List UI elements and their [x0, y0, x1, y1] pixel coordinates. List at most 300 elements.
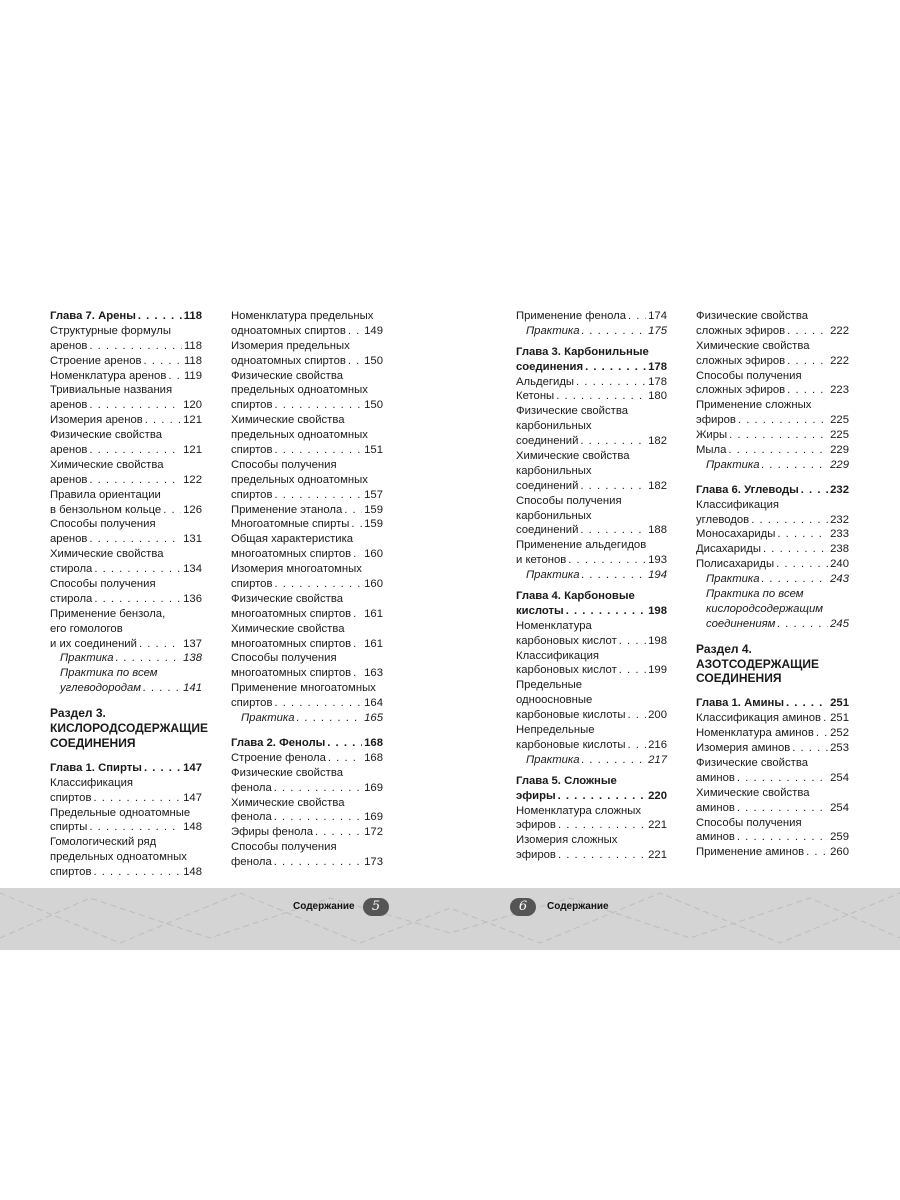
toc-entry: [696, 801, 849, 816]
toc-entry: [231, 592, 383, 607]
toc-leader-dots: [558, 789, 647, 804]
toc-page-number: 136: [183, 592, 202, 605]
toc-leader-dots: [816, 726, 828, 741]
toc-page-number: 160: [364, 548, 383, 561]
toc-leader-dots: [143, 681, 181, 696]
toc-entry-title: его гомологов: [50, 622, 123, 635]
toc-entry-title: многоатомных спиртов: [231, 548, 352, 561]
toc-entry: [516, 389, 667, 404]
toc-entry: [516, 464, 667, 479]
toc-entry-title: Способы получения: [50, 518, 156, 531]
toc-entry-title: Правила ориентации: [50, 488, 161, 501]
toc-leader-dots: [274, 855, 362, 870]
toc-entry: [516, 818, 667, 833]
toc-page-number: 238: [830, 543, 849, 556]
toc-leader-dots: [145, 413, 181, 428]
toc-page-number: 168: [364, 751, 383, 764]
toc-entry: [50, 820, 202, 835]
toc-entry-title: Практика: [526, 753, 580, 766]
toc-chapter-entry: [516, 789, 667, 804]
toc-entry: [516, 449, 667, 464]
toc-page-number: 216: [648, 738, 667, 751]
toc-page-number: 232: [830, 483, 849, 496]
toc-entry: [231, 443, 383, 458]
toc-page-number: 182: [648, 479, 667, 492]
toc-entry: [516, 619, 667, 634]
toc-entry: [696, 741, 849, 756]
toc-entry: [50, 532, 202, 547]
toc-page-number: 126: [183, 503, 202, 516]
toc-entry: [516, 663, 667, 678]
toc-entry-title: Структурные формулы: [50, 324, 171, 337]
toc-entry: [231, 622, 383, 637]
toc-leader-dots: [274, 398, 362, 413]
toc-entry-title: Применение этанола: [231, 503, 343, 516]
toc-leader-dots: [762, 458, 829, 473]
toc-entry-title: карбоновые кислоты: [516, 709, 626, 722]
toc-entry: [696, 324, 849, 339]
toc-page-number: 172: [364, 826, 383, 839]
toc-entry: [50, 681, 202, 696]
toc-entry-title: Раздел 4.: [696, 641, 752, 656]
toc-page-number: 243: [830, 573, 849, 586]
toc-page-number: 141: [183, 682, 202, 695]
toc-entry-title: Химические свойства: [50, 458, 164, 471]
toc-leader-dots: [806, 845, 828, 860]
toc-entry-title: многоатомных спиртов: [231, 667, 352, 680]
toc-entry-title: эфиров: [516, 849, 556, 862]
toc-leader-dots: [274, 781, 362, 796]
toc-leader-dots: [786, 696, 828, 711]
toc-page-number: 150: [364, 354, 383, 367]
toc-entry-title: Химические свойства: [231, 622, 345, 635]
toc-entry: [50, 666, 202, 681]
toc-chapter-entry: [516, 360, 667, 375]
toc-page-number: 121: [183, 414, 202, 427]
toc-entry-title: фенола: [231, 781, 272, 794]
toc-entry: [231, 503, 383, 518]
toc-page-number: 165: [364, 712, 383, 725]
toc-entry: [231, 517, 383, 532]
toc-entry: [50, 413, 202, 428]
toc-entry-title: Глава 6. Углеводы: [696, 483, 799, 496]
toc-leader-dots: [738, 413, 828, 428]
toc-page-number: 134: [183, 563, 202, 576]
toc-leader-dots: [619, 634, 646, 649]
toc-entry-title: аренов: [50, 473, 88, 486]
toc-section-heading: [696, 642, 849, 657]
toc-entry: [50, 324, 202, 339]
toc-entry-title: Химические свойства: [696, 786, 810, 799]
toc-entry: [50, 398, 202, 413]
toc-entry-title: Способы получения: [231, 652, 337, 665]
toc-entry-title: Изомерия аренов: [50, 414, 143, 427]
toc-entry: [231, 398, 383, 413]
toc-page-number: 221: [648, 849, 667, 862]
toc-leader-dots: [776, 557, 828, 572]
toc-leader-dots: [274, 577, 362, 592]
toc-page-number: 188: [648, 524, 667, 537]
toc-leader-dots: [89, 532, 181, 547]
toc-leader-dots: [116, 651, 182, 666]
toc-entry: [516, 848, 667, 863]
toc-entry-title: Способы получения: [696, 816, 802, 829]
toc-entry-title: спиртов: [50, 791, 92, 804]
toc-entry: [231, 840, 383, 855]
toc-entry-title: Практика: [60, 652, 114, 665]
toc-page-number: 159: [364, 518, 383, 531]
toc-entry-title: Гомологический ряд: [50, 836, 157, 849]
toc-entry: [50, 547, 202, 562]
toc-column-2: [231, 309, 383, 870]
toc-entry-title: предельных одноатомных: [231, 429, 368, 442]
toc-leader-dots: [576, 375, 646, 390]
toc-page-number: 252: [830, 727, 849, 740]
toc-entry: [516, 723, 667, 738]
toc-page-number: 198: [648, 604, 667, 617]
toc-entry: [231, 577, 383, 592]
toc-leader-dots: [94, 562, 181, 577]
toc-entry-title: Практика: [706, 573, 760, 586]
toc-entry: [231, 488, 383, 503]
toc-entry-title: Практика: [706, 458, 760, 471]
toc-entry: [696, 617, 849, 632]
toc-entry-title: аминов: [696, 771, 735, 784]
toc-leader-dots: [737, 830, 828, 845]
toc-chapter-entry: [516, 589, 667, 604]
toc-entry: [696, 527, 849, 542]
toc-leader-dots: [297, 711, 363, 726]
toc-leader-dots: [348, 324, 362, 339]
toc-entry: [231, 651, 383, 666]
toc-leader-dots: [315, 825, 362, 840]
toc-entry-title: Общая характеристика: [231, 533, 354, 546]
toc-leader-dots: [582, 568, 647, 583]
toc-entry-title: аренов: [50, 444, 88, 457]
toc-page-number: 159: [364, 503, 383, 516]
toc-section-heading: [696, 657, 849, 672]
toc-entry-title: аренов: [50, 399, 88, 412]
toc-entry: [696, 513, 849, 528]
toc-page-number: 240: [830, 558, 849, 571]
toc-page-number: 138: [183, 652, 202, 665]
toc-entry-title: Химические свойства: [696, 339, 810, 352]
toc-chapter-entry: [231, 736, 383, 751]
toc-entry-title: Номенклатура сложных: [516, 804, 642, 817]
toc-entry-title: Глава 5. Сложные: [516, 774, 617, 787]
toc-entry-title: Жиры: [696, 429, 728, 442]
toc-leader-dots: [737, 801, 828, 816]
toc-entry-title: кислородсодержащим: [706, 602, 824, 615]
toc-entry-title: спиртов: [231, 444, 273, 457]
toc-page-number: 193: [648, 554, 667, 567]
toc-entry-title: сложных эфиров: [696, 324, 786, 337]
toc-leader-dots: [568, 553, 646, 568]
toc-entry: [696, 413, 849, 428]
toc-leader-dots: [353, 666, 362, 681]
toc-page-number: 200: [648, 709, 667, 722]
toc-entry: [50, 776, 202, 791]
toc-leader-dots: [751, 513, 828, 528]
toc-page-number: 182: [648, 435, 667, 448]
toc-entry: [696, 369, 849, 384]
toc-entry: [696, 443, 849, 458]
toc-entry-title: Глава 3. Карбонильные: [516, 345, 649, 358]
toc-spacer: [231, 726, 383, 736]
toc-entry-title: сложных эфиров: [696, 354, 786, 367]
toc-entry: [696, 587, 849, 602]
toc-entry-title: Применение многоатомных: [231, 682, 376, 695]
toc-leader-dots: [801, 483, 828, 498]
toc-entry-title: Глава 4. Карбоновые: [516, 590, 635, 603]
toc-entry-title: карбоновых кислот: [516, 634, 617, 647]
toc-entry: [516, 738, 667, 753]
toc-entry: [696, 756, 849, 771]
toc-page-number: 194: [648, 569, 667, 582]
toc-entry-title: Способы получения: [50, 578, 156, 591]
toc-entry-title: Полисахариды: [696, 558, 775, 571]
toc-entry: [696, 845, 849, 860]
toc-leader-dots: [556, 389, 646, 404]
toc-page-number: 168: [364, 736, 383, 749]
toc-entry-title: соединений: [516, 435, 579, 448]
toc-leader-dots: [344, 503, 362, 518]
toc-chapter-entry: [516, 604, 667, 619]
toc-entry-title: Многоатомные спирты: [231, 518, 350, 531]
toc-page-number: 149: [364, 324, 383, 337]
toc-page-number: 161: [364, 637, 383, 650]
page-number-badge-right: 6: [510, 898, 536, 916]
toc-page-number: 259: [830, 831, 849, 844]
toc-page-number: 222: [830, 354, 849, 367]
toc-page-number: 121: [183, 444, 202, 457]
toc-entry-title: Классификация: [50, 776, 134, 789]
toc-entry-title: карбонильных: [516, 420, 592, 433]
toc-entry: [696, 354, 849, 369]
toc-page-number: 148: [183, 866, 202, 879]
toc-entry-title: одноосновные: [516, 694, 593, 707]
toc-page-number: 118: [183, 339, 202, 352]
toc-leader-dots: [163, 503, 181, 518]
toc-page-number: 178: [648, 360, 667, 373]
toc-spacer: [696, 632, 849, 642]
toc-page-number: 148: [183, 821, 202, 834]
toc-entry: [50, 443, 202, 458]
toc-entry-title: Применение альдегидов: [516, 539, 647, 552]
toc-entry: [231, 324, 383, 339]
toc-entry: [696, 726, 849, 741]
toc-page-number: 161: [364, 607, 383, 620]
toc-entry-title: Физические свойства: [50, 429, 162, 442]
toc-entry-title: Номенклатура аминов: [696, 727, 814, 740]
toc-page-number: 232: [830, 513, 849, 526]
toc-page-number: 221: [648, 819, 667, 832]
toc-entry-title: соединения: [516, 360, 584, 373]
toc-entry-title: Глава 1. Спирты: [50, 761, 142, 774]
toc-entry-title: Мыла: [696, 444, 727, 457]
toc-entry: [50, 592, 202, 607]
toc-entry-title: Глава 1. Амины: [696, 697, 785, 710]
toc-entry: [231, 413, 383, 428]
toc-page-number: 175: [648, 324, 667, 337]
toc-entry-title: Применение аминов: [696, 846, 805, 859]
toc-page-number: 119: [183, 369, 202, 382]
toc-section-heading: [50, 736, 202, 751]
toc-leader-dots: [93, 865, 181, 880]
toc-entry: [516, 678, 667, 693]
toc-entry: [50, 806, 202, 821]
toc-page-number: 254: [830, 801, 849, 814]
toc-entry-title: Предельные одноатомные: [50, 806, 191, 819]
toc-leader-dots: [728, 443, 828, 458]
toc-entry: [231, 309, 383, 324]
toc-entry-title: Физические свойства: [696, 756, 808, 769]
toc-entry: [231, 532, 383, 547]
toc-entry-title: карбонильных: [516, 509, 592, 522]
toc-entry: [50, 637, 202, 652]
toc-entry-title: кислоты: [516, 604, 564, 617]
toc-chapter-entry: [50, 309, 202, 324]
toc-entry-title: Практика по всем: [60, 667, 158, 680]
toc-leader-dots: [274, 696, 362, 711]
toc-leader-dots: [274, 443, 362, 458]
toc-leader-dots: [619, 663, 646, 678]
toc-chapter-entry: [50, 761, 202, 776]
toc-entry-title: стирола: [50, 592, 93, 605]
toc-entry: [696, 816, 849, 831]
toc-entry: [50, 339, 202, 354]
toc-leader-dots: [787, 324, 828, 339]
toc-entry: [50, 517, 202, 532]
toc-leader-dots: [628, 309, 646, 324]
footer-pattern: [0, 888, 900, 950]
toc-entry-title: Способы получения: [231, 458, 337, 471]
toc-entry-title: спиртов: [50, 866, 92, 879]
toc-entry-title: Практика: [526, 569, 580, 582]
toc-entry: [696, 383, 849, 398]
toc-page-number: 225: [830, 429, 849, 442]
toc-leader-dots: [787, 354, 828, 369]
toc-section-heading: [50, 706, 202, 721]
toc-entry-title: Физические свойства: [696, 310, 808, 322]
toc-leader-dots: [89, 820, 181, 835]
toc-entry: [231, 473, 383, 488]
toc-page-number: 254: [830, 771, 849, 784]
toc-entry-title: Тривиальные названия: [50, 384, 173, 397]
toc-entry-title: Классификация: [696, 498, 780, 511]
toc-entry: [50, 607, 202, 622]
page-number-badge-left: 5: [363, 898, 389, 916]
toc-entry-title: Глава 2. Фенолы: [231, 736, 326, 749]
toc-leader-dots: [327, 736, 362, 751]
toc-entry: [696, 398, 849, 413]
toc-page-number: 251: [830, 697, 849, 710]
toc-entry-title: многоатомных спиртов: [231, 637, 352, 650]
toc-entry: [231, 354, 383, 369]
toc-column-1: [50, 309, 208, 880]
toc-entry: [231, 607, 383, 622]
toc-entry: [231, 666, 383, 681]
toc-leader-dots: [737, 771, 828, 786]
toc-page-number: 173: [364, 856, 383, 869]
toc-page-number: 120: [183, 399, 202, 412]
toc-entry-title: Химические свойства: [516, 450, 630, 463]
toc-entry-title: Моносахариды: [696, 528, 776, 541]
toc-entry: [50, 562, 202, 577]
toc-entry-title: Физические свойства: [231, 592, 343, 605]
toc-entry: [231, 562, 383, 577]
toc-entry-title: многоатомных спиртов: [231, 607, 352, 620]
toc-entry-title: СОЕДИНЕНИЯ: [50, 735, 136, 750]
toc-leader-dots: [353, 637, 362, 652]
toc-entry: [50, 835, 202, 850]
footer-band: [0, 888, 900, 950]
toc-page-number: 260: [830, 846, 849, 859]
toc-entry-title: сложных эфиров: [696, 384, 786, 397]
toc-entry: [50, 850, 202, 865]
toc-leader-dots: [558, 848, 646, 863]
toc-entry: [696, 830, 849, 845]
toc-entry: [696, 428, 849, 443]
toc-entry-title: спиртов: [231, 488, 273, 501]
toc-entry-title: углеводов: [696, 513, 750, 526]
toc-entry: [696, 498, 849, 513]
toc-entry-title: предельных одноатомных: [50, 851, 187, 864]
toc-page-number: 137: [183, 637, 202, 650]
toc-page-number: 160: [364, 578, 383, 591]
toc-leader-dots: [89, 473, 181, 488]
toc-page-number: 164: [364, 697, 383, 710]
toc-page-number: 157: [364, 488, 383, 501]
toc-entry: [516, 419, 667, 434]
toc-entry-title: Практика по всем: [706, 588, 804, 601]
toc-entry-title: Применение бензола,: [50, 607, 166, 620]
toc-entry-title: предельных одноатомных: [231, 473, 368, 486]
toc-entry-title: Кетоны: [516, 390, 555, 403]
toc-entry-title: карбоновые кислоты: [516, 738, 626, 751]
toc-entry: [231, 751, 383, 766]
toc-leader-dots: [274, 810, 362, 825]
toc-leader-dots: [582, 753, 647, 768]
toc-entry: [516, 509, 667, 524]
toc-leader-dots: [628, 708, 647, 723]
toc-entry-title: Способы получения: [696, 369, 802, 382]
toc-page-number: 174: [648, 310, 667, 322]
toc-leader-dots: [628, 738, 647, 753]
toc-entry-title: аминов: [696, 801, 735, 814]
toc-leader-dots: [566, 604, 646, 619]
toc-entry-title: Классификация: [516, 649, 600, 662]
toc-entry-title: КИСЛОРОДСОДЕРЖАЩИЕ: [50, 721, 208, 736]
toc-entry-title: аренов: [50, 533, 88, 546]
toc-entry-title: Альдегиды: [516, 375, 575, 388]
toc-leader-dots: [168, 369, 182, 384]
toc-entry: [696, 786, 849, 801]
toc-page-number: 169: [364, 811, 383, 824]
toc-entry: [50, 577, 202, 592]
toc-chapter-entry: [516, 774, 667, 789]
toc-page-number: 147: [183, 761, 202, 774]
toc-page-number: 147: [183, 791, 202, 804]
toc-leader-dots: [762, 572, 829, 587]
toc-page-number: 233: [830, 528, 849, 541]
toc-entry: [231, 766, 383, 781]
toc-entry-title: предельных одноатомных: [231, 384, 368, 397]
toc-entry-title: карбоновых кислот: [516, 664, 617, 677]
toc-entry-title: Строение аренов: [50, 354, 142, 367]
toc-entry-title: спирты: [50, 821, 88, 834]
toc-leader-dots: [353, 547, 362, 562]
